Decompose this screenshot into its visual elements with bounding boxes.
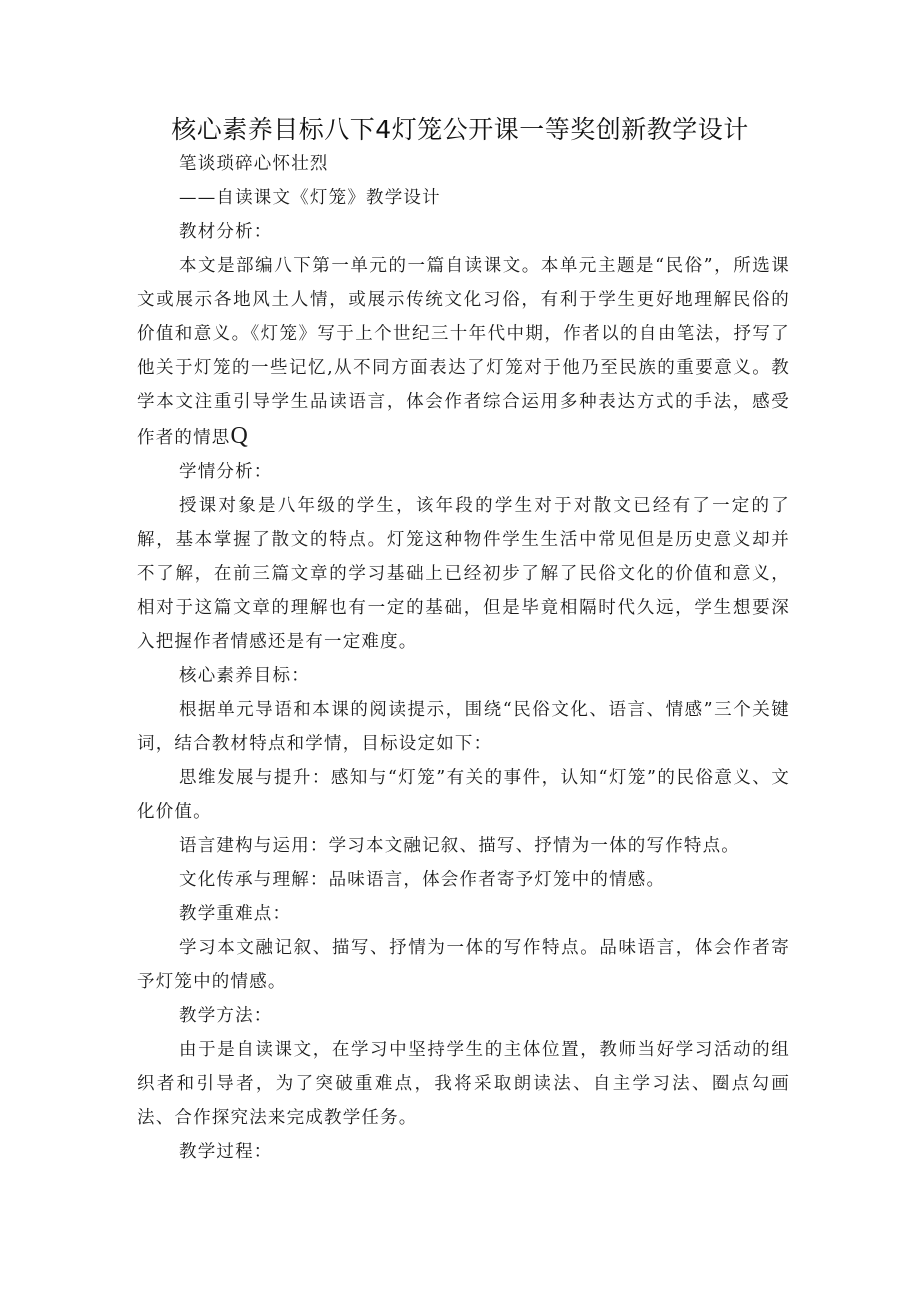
material-analysis-paragraph	[137, 249, 790, 455]
goal-thinking: 思维发展与提升：感知与“灯笼”有关的事件，认知“灯笼”的民俗意义、文化价值。	[137, 768, 790, 822]
learner-analysis-paragraph: 授课对象是八年级的学生，该年段的学生对于对散文已经有了一定的了解，基本掌握了散文的特点。灯笼这种物件学生生活中常见但是历史意义却并不了解，在前三篇文章的学习基础上已经初步了解了民俗文化的价值和意义，相对于这篇文章的理解也有一定的基础，但是毕竟相隔时代久远，学生想要深入把握作者情感还是有一定难度。	[137, 496, 790, 652]
goal-culture: 文化传承与理解：品味语言，体会作者寄予灯笼中的情感。	[179, 870, 666, 890]
goal-language: 语言建构与运用：学习本文融记叙、描写、抒情为一体的写作特点。	[179, 836, 740, 856]
teaching-method-paragraph: 由于是自读课文，在学习中坚持学生的主体位置，教师当好学习活动的组织者和引导者，为了突破重难点，我将采取朗读法、自主学习法、圈点勾画法、合作探究法来完成教学任务。	[137, 1040, 790, 1128]
core-goals-heading: 核心素养目标：	[179, 666, 310, 686]
key-points-paragraph: 学习本文融记叙、描写、抒情为一体的写作特点。品味语言，体会作者寄予灯笼中的情感。	[137, 938, 790, 992]
teaching-process-heading: 教学过程：	[179, 1142, 273, 1162]
core-goals-intro: 根据单元导语和本课的阅读提示，围绕“民俗文化、语言、情感”三个关键词，结合教材特点和学情，目标设定如下：	[137, 700, 790, 754]
teaching-method-heading: 教学方法：	[179, 1006, 273, 1026]
material-analysis-heading: 教材分析：	[179, 222, 273, 242]
subtitle-line-2: ——自读课文《灯笼》教学设计	[179, 188, 441, 208]
stray-q-mark: Q	[230, 423, 248, 449]
document-body	[137, 147, 790, 1169]
subtitle-line-1: 笔谈琐碎心怀壮烈	[179, 154, 329, 174]
key-points-heading: 教学重难点：	[179, 904, 292, 924]
material-analysis-text: 本文是部编八下第一单元的一篇自读课文。本单元主题是“民俗”，所选课文或展示各地风土人情，或展示传统文化习俗，有利于学生更好地理解民俗的价值和意义。《灯笼》写于上个世纪三十年代中期，作者以的自由笔法，抒写了他关于灯笼的一些记忆,从不同方面表达了灯笼对于他乃至民族的重要意义。教学本文注重引导学生品读语言，体会作者综合运用多种表达方式的手法，感受作者的情思	[137, 256, 790, 448]
learner-analysis-heading: 学情分析：	[179, 462, 273, 482]
document-title: 核心素养目标八下4灯笼公开课一等奖创新教学设计	[171, 115, 749, 144]
